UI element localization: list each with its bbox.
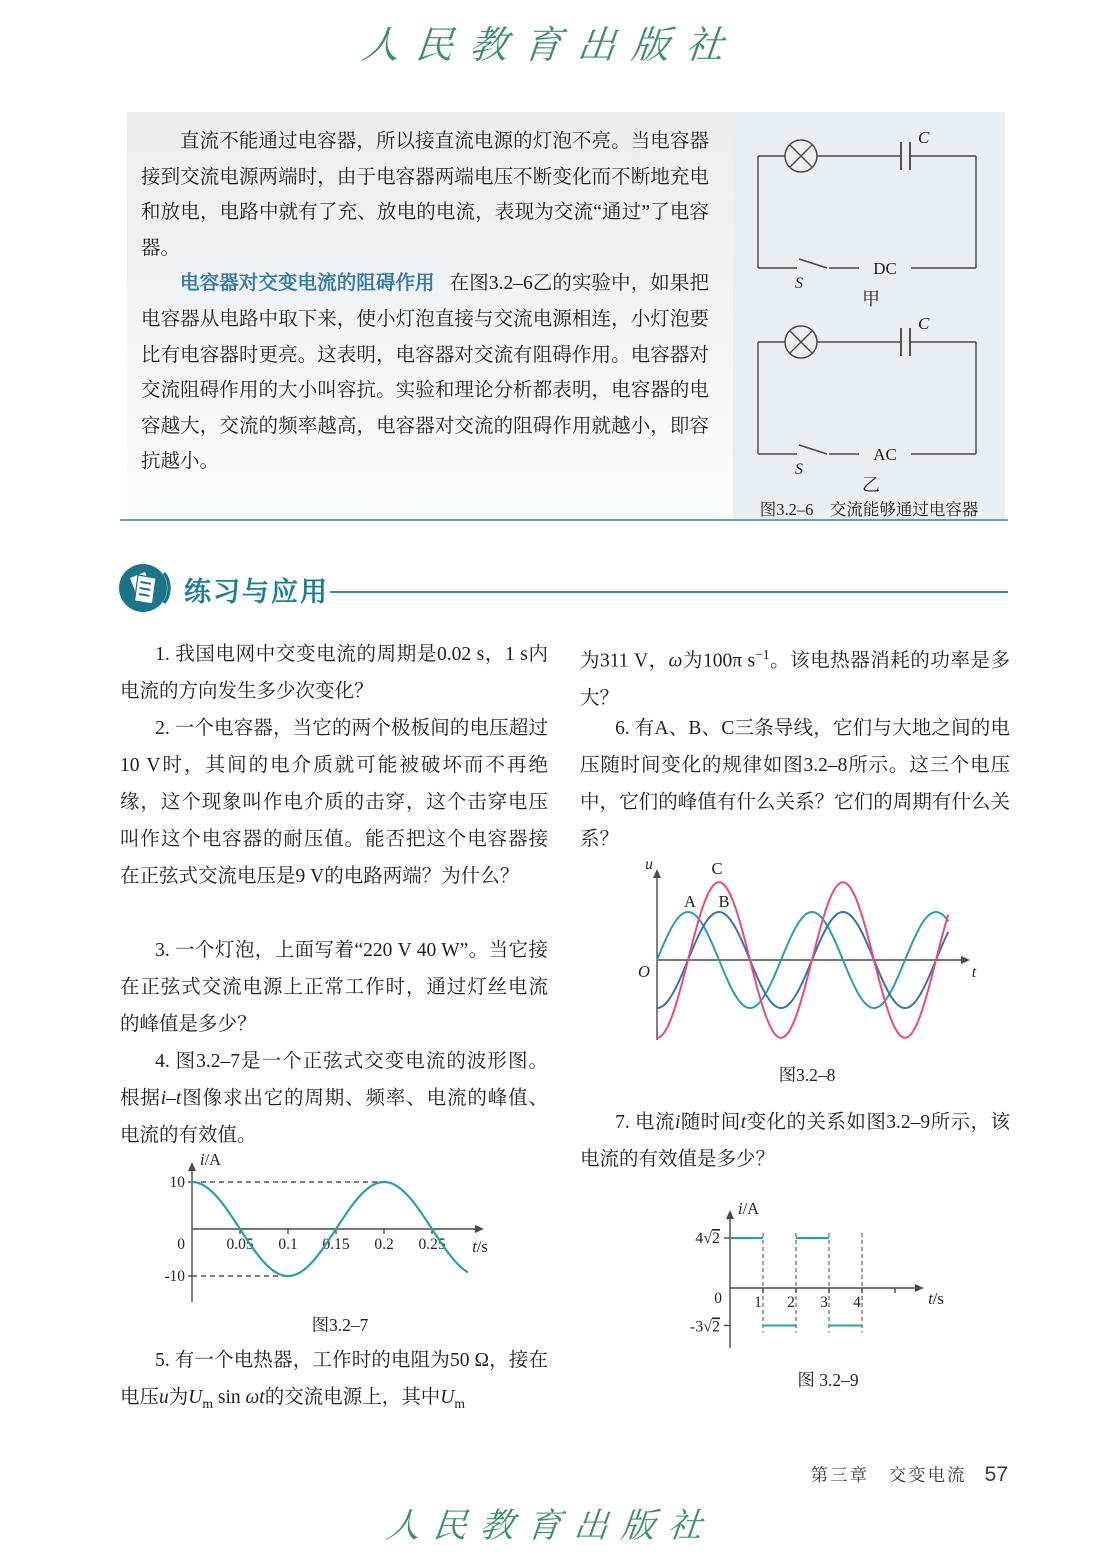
svg-text:0: 0 bbox=[714, 1290, 722, 1307]
svg-text:1: 1 bbox=[754, 1294, 762, 1311]
svg-text:0.15: 0.15 bbox=[322, 1236, 350, 1253]
circuit-dc bbox=[733, 118, 1005, 308]
fig-3-2-8-svg bbox=[612, 855, 1007, 1090]
top-section bbox=[127, 112, 1005, 520]
svg-text:图3.2–8: 图3.2–8 bbox=[778, 1065, 836, 1085]
svg-text:0.25: 0.25 bbox=[418, 1236, 446, 1253]
svg-text:t/s: t/s bbox=[472, 1237, 488, 1256]
figure-3-2-7-chart bbox=[150, 1150, 570, 1345]
footer bbox=[811, 1462, 1008, 1487]
svg-text:10: 10 bbox=[169, 1174, 185, 1191]
section-divider bbox=[120, 519, 1008, 521]
svg-text:4√2: 4√2 bbox=[695, 1229, 720, 1247]
paragraph-impedance-heading: 电容器对交变电流的阻碍作用 bbox=[180, 273, 435, 295]
svg-text:4: 4 bbox=[853, 1294, 861, 1311]
svg-text:O: O bbox=[638, 962, 650, 981]
exercise-section-icon bbox=[117, 561, 173, 620]
problem-5-part2: 为311 V，ω为100π $s^{-1}$。该电热器消耗的功率是多大？ bbox=[580, 647, 1010, 709]
footer-chapter-title: 第三章 交变电流 bbox=[810, 1465, 967, 1485]
circuit-dc-diagram bbox=[733, 118, 1005, 308]
svg-text:0.1: 0.1 bbox=[278, 1236, 298, 1253]
svg-text:图3.2–7: 图3.2–7 bbox=[311, 1315, 369, 1335]
circuit-ac bbox=[733, 304, 1005, 494]
svg-text:-3√2: -3√2 bbox=[689, 1318, 720, 1336]
figure-3-2-6-panel bbox=[733, 112, 1005, 520]
svg-text:C: C bbox=[711, 859, 723, 878]
svg-text:图 3.2–9: 图 3.2–9 bbox=[797, 1370, 859, 1390]
svg-text:2: 2 bbox=[787, 1294, 795, 1311]
svg-text:S: S bbox=[795, 461, 803, 478]
svg-text:3: 3 bbox=[820, 1294, 828, 1311]
svg-text:DC: DC bbox=[873, 259, 897, 278]
svg-text:i/A: i/A bbox=[738, 1200, 760, 1218]
pages-icon bbox=[117, 561, 173, 615]
exercise-section-title: 练习与应用 bbox=[184, 577, 329, 607]
problem-1: 1. 我国电网中交变电流的周期是0.02 s，1 s内电流的方向发生多少次变化？ bbox=[120, 644, 548, 702]
figure-3-2-9-chart bbox=[648, 1200, 1008, 1400]
svg-text:C: C bbox=[918, 128, 930, 147]
svg-text:A: A bbox=[684, 892, 696, 911]
problem-6: 6. 有A、B、C三条导线，它们与大地之间的电压随时间变化的规律如图3.2–8所示。这三个电压中，它们的峰值有什么关系？它们的周期有什么关系？ bbox=[580, 718, 1010, 850]
paragraph-impedance-text: 在图3.2–6乙的实验中，如果把电容器从电路中取下来，使小灯泡直接与交流电源相连，小灯泡要比有电容器时更亮。这表明，电容器对交流有阻碍作用。电容器对交流阻碍作用的大小叫容抗。实验和理论分析都表明，电容器的电容越大，交流的频率越高，电容器对交流的阻碍作用就越小，即容抗越小。 bbox=[141, 273, 709, 473]
svg-text:i/A: i/A bbox=[200, 1150, 222, 1169]
publisher-logo-top: 人民教育出版社 bbox=[359, 23, 742, 67]
intro-text bbox=[141, 124, 709, 480]
problem-2: 2. 一个电容器，当它的两个极板间的电压超过10 V时，其间的电介质就可能被破坏而不再绝缘，这个现象叫作电介质的击穿，这个击穿电压叫作这个电容器的耐压值。能否把这个电容器接在正弦式交流电压是9 V的电路两端？为什么？ bbox=[120, 718, 548, 887]
problem-5-part1: 5. 有一个电热器，工作时的电阻为50 Ω，接在电压u为$U_m$ sin ωt的交流电源上，其中$U_m$ bbox=[120, 1350, 548, 1411]
svg-text:-10: -10 bbox=[164, 1268, 185, 1285]
svg-text:0.2: 0.2 bbox=[374, 1236, 394, 1253]
circuit-ac-diagram bbox=[733, 304, 1005, 494]
svg-text:甲: 甲 bbox=[862, 289, 880, 308]
svg-text:u: u bbox=[645, 856, 653, 873]
svg-text:AC: AC bbox=[873, 445, 897, 464]
paragraph-dc-capacitor: 直流不能通过电容器，所以接直流电源的灯泡不亮。当电容器接到交流电源两端时，由于电容器两端电压不断变化而不断地充电和放电，电路中就有了充、放电的电流，表现为交流“通过”了电容器。 bbox=[141, 131, 709, 259]
svg-text:t: t bbox=[971, 964, 977, 981]
svg-text:t/s: t/s bbox=[928, 1289, 944, 1308]
paragraph-impedance bbox=[141, 266, 709, 480]
exercise-title-rule bbox=[330, 591, 1008, 593]
problem-3: 3. 一个灯泡，上面写着“220 V 40 W”。当它接在正弦式交流电源上正常工作时，通过灯丝电流的峰值是多少？ bbox=[120, 940, 548, 1035]
svg-text:S: S bbox=[795, 275, 803, 292]
publisher-logo-bottom: 人民教育出版社 bbox=[384, 1506, 718, 1546]
svg-text:0: 0 bbox=[177, 1236, 185, 1253]
svg-text:乙: 乙 bbox=[862, 475, 880, 494]
footer-page-number: 57 bbox=[984, 1463, 1008, 1486]
svg-text:C: C bbox=[918, 314, 930, 333]
problem-7: 7. 电流i随时间t变化的关系如图3.2–9所示，该电流的有效值是多少？ bbox=[580, 1112, 1010, 1170]
svg-text:B: B bbox=[718, 892, 730, 911]
problem-4: 4. 图3.2–7是一个正弦式交变电流的波形图。根据i–t图像求出它的周期、频率、电流的峰值、电流的有效值。 bbox=[120, 1051, 548, 1146]
fig-3-2-9-svg bbox=[648, 1200, 1008, 1400]
figure-3-2-8-chart bbox=[612, 855, 1007, 1090]
svg-text:0.05: 0.05 bbox=[226, 1236, 254, 1253]
figure-3-2-6-caption: 图3.2–6 交流能够通过电容器 bbox=[759, 500, 979, 519]
fig-3-2-7-svg bbox=[150, 1150, 570, 1345]
